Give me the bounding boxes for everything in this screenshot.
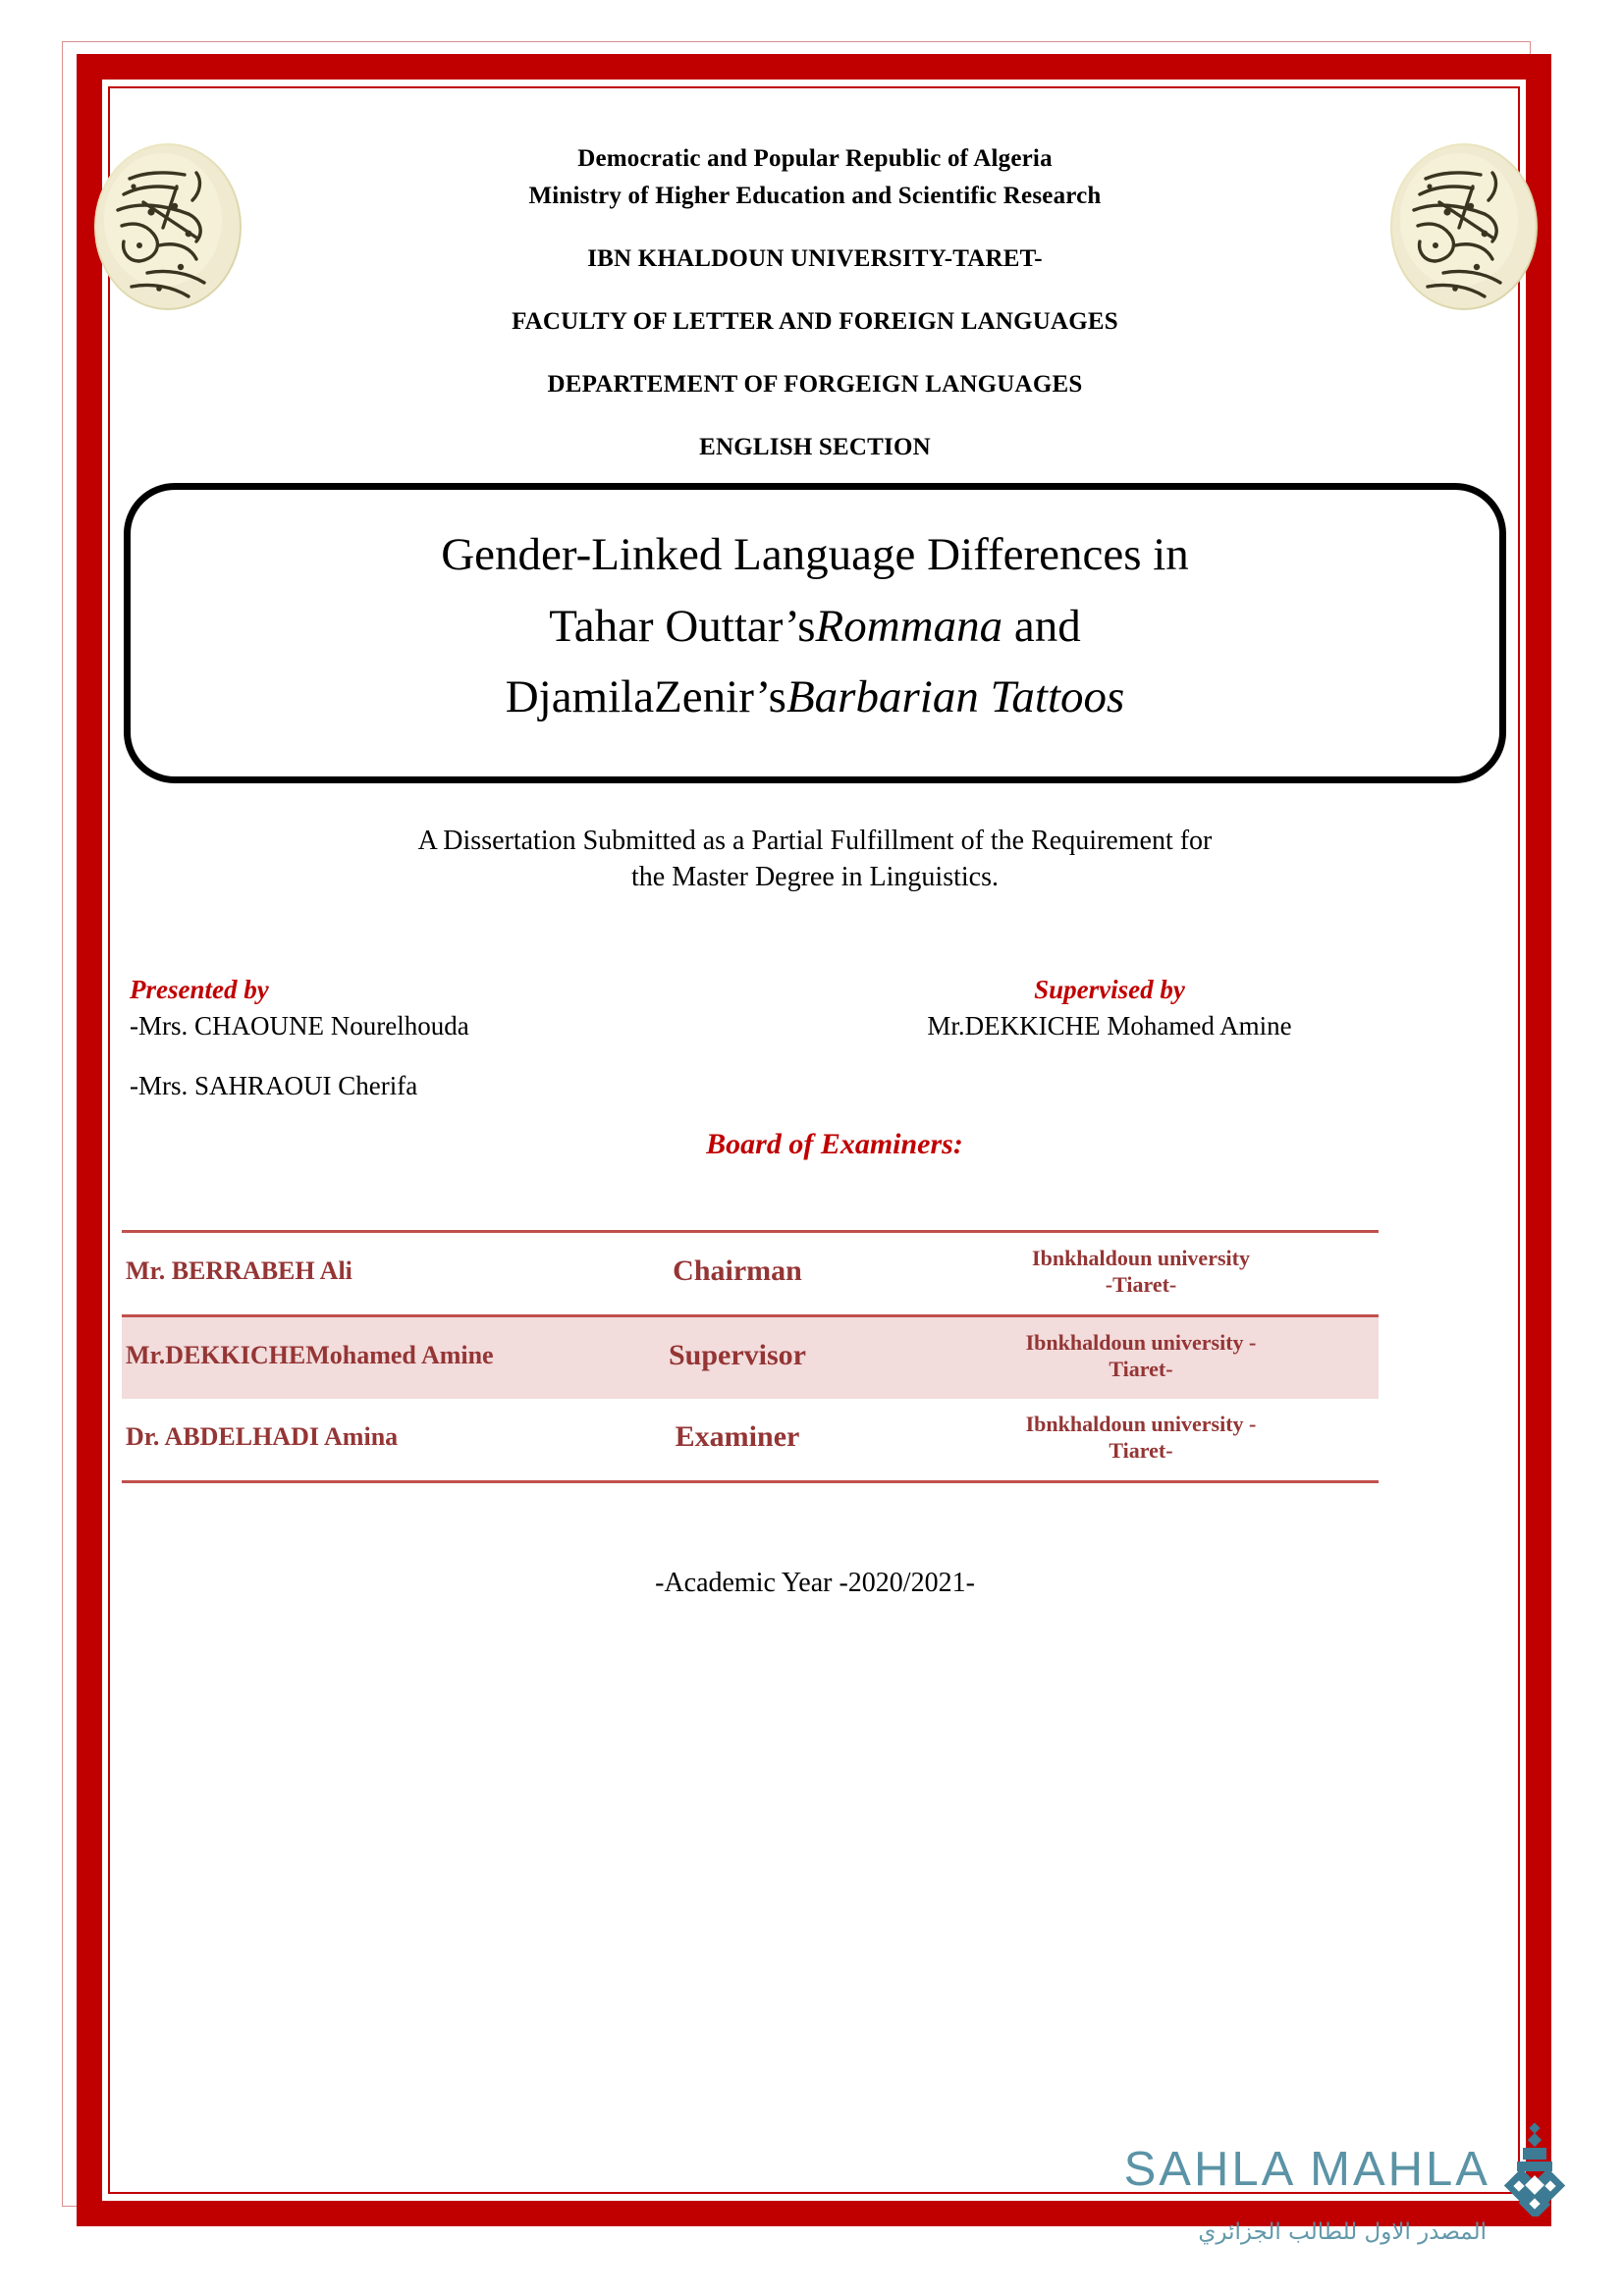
author-name-1: -Mrs. CHAOUNE Nourelhouda xyxy=(130,1010,469,1041)
title-line-2-work-title: Rommana xyxy=(815,600,1003,652)
examiner-university: Ibnkhaldoun university - xyxy=(1025,1329,1257,1355)
examiner-role: Supervisor xyxy=(571,1315,903,1399)
supervisor-name: Mr.DEKKICHE Mohamed Amine xyxy=(927,1010,1292,1041)
submission-statement-line-1: A Dissertation Submitted as a Partial Fulfillment of the Requirement for xyxy=(417,825,1213,856)
examiner-affiliation xyxy=(903,1315,1379,1399)
watermark-brand-text: SAHLA MAHLA xyxy=(1123,2143,1490,2196)
authors-and-supervisor xyxy=(118,975,1512,1122)
presented-by-column xyxy=(130,975,738,1109)
title-line-2-plain-a: Tahar Outtar’s xyxy=(549,600,816,652)
dissertation-title-box xyxy=(124,483,1506,783)
examiner-city: Tiaret- xyxy=(1109,1438,1173,1464)
examiner-affiliation xyxy=(903,1399,1379,1482)
header-line-ministry: Ministry of Higher Education and Scientific Research xyxy=(528,183,1102,209)
title-line-2 xyxy=(170,601,1460,653)
author-name-2: -Mrs. SAHRAOUI Cherifa xyxy=(130,1070,418,1100)
header-text-block xyxy=(373,145,1257,461)
header-line-section: ENGLISH SECTION xyxy=(699,434,931,460)
title-line-1: Gender-Linked Language Differences in xyxy=(441,529,1189,580)
examiner-university: Ibnkhaldoun university xyxy=(1032,1245,1250,1270)
examiner-affiliation xyxy=(903,1231,1379,1315)
cover-page xyxy=(118,98,1512,2189)
header-line-department: DEPARTEMENT OF FORGEIGN LANGUAGES xyxy=(547,371,1083,398)
submission-statement xyxy=(118,823,1512,896)
title-line-2-plain-b: and xyxy=(1002,600,1081,652)
examiner-name: Dr. ABDELHADI Amina xyxy=(122,1399,571,1482)
supervised-by-column xyxy=(805,975,1414,1049)
examiner-city: -Tiaret- xyxy=(1105,1272,1177,1298)
institution-header xyxy=(118,98,1512,461)
table-row xyxy=(122,1231,1379,1315)
table-row xyxy=(122,1399,1379,1482)
examiner-city: Tiaret- xyxy=(1109,1357,1173,1382)
academic-year: -Academic Year -2020/2021- xyxy=(655,1567,975,1598)
examiner-role: Examiner xyxy=(571,1399,903,1482)
supervised-by-label: Supervised by xyxy=(1034,974,1185,1004)
board-of-examiners-table xyxy=(122,1230,1379,1483)
header-line-university: IBN KHALDOUN UNIVERSITY-TARET- xyxy=(587,245,1043,272)
examiner-university: Ibnkhaldoun university - xyxy=(1025,1411,1257,1436)
header-line-faculty: FACULTY OF LETTER AND FOREIGN LANGUAGES xyxy=(512,308,1118,335)
university-seal-right-icon xyxy=(1390,143,1538,310)
table-row xyxy=(122,1315,1379,1399)
examiner-role: Chairman xyxy=(571,1231,903,1315)
title-line-3-work-title: Barbarian Tattoos xyxy=(785,671,1125,723)
watermark-arabic-tagline: المصدر الاول للطالب الجزائري xyxy=(1198,2219,1487,2245)
title-line-3-plain: DjamilaZenir’s xyxy=(505,671,786,723)
title-line-3 xyxy=(170,671,1460,723)
header-line-country: Democratic and Popular Republic of Algeria xyxy=(577,145,1053,172)
submission-statement-line-2: the Master Degree in Linguistics. xyxy=(630,862,999,893)
presented-by-label: Presented by xyxy=(130,974,269,1004)
examiner-name: Mr. BERRABEH Ali xyxy=(122,1231,571,1315)
board-of-examiners-heading: Board of Examiners: xyxy=(706,1127,963,1160)
examiner-name: Mr.DEKKICHEMohamed Amine xyxy=(122,1315,571,1399)
university-seal-left-icon xyxy=(94,143,242,310)
